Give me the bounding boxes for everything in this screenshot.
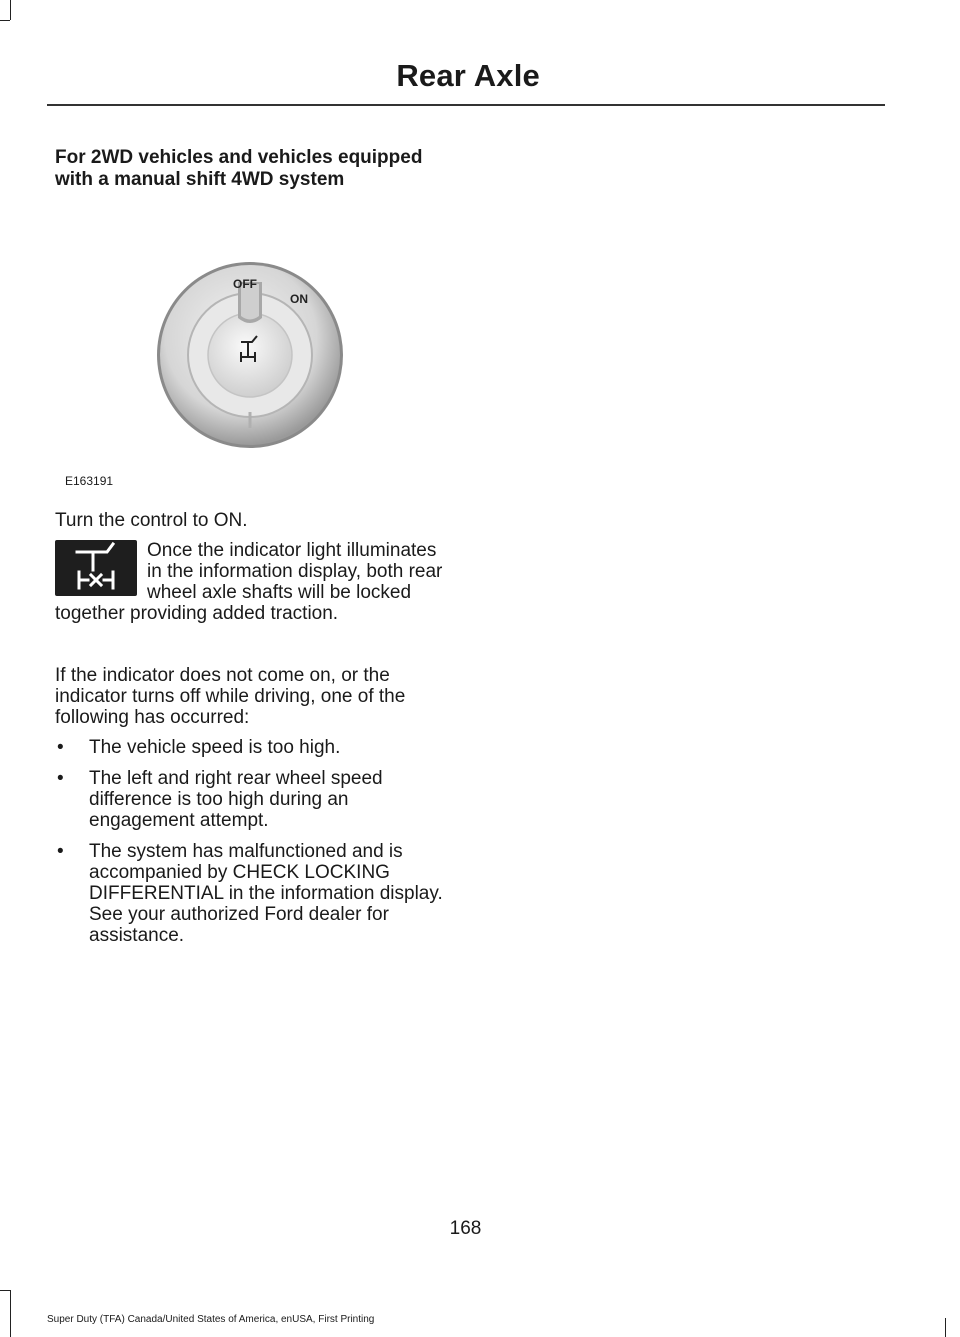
page-title: Rear Axle (396, 58, 540, 93)
page-number: 168 (449, 1218, 482, 1239)
crop-mark (0, 1290, 10, 1291)
condition-paragraph: If the indicator does not come on, or the indicator turns off while driving, one of the following has occurred: (55, 665, 406, 728)
instruction-paragraph: Turn the control to ON. (55, 510, 248, 531)
crop-mark (0, 20, 10, 21)
condition-list (55, 737, 450, 956)
section-heading: For 2WD vehicles and vehicles equipped with a manual shift 4WD system (55, 147, 423, 190)
control-knob-illustration (55, 250, 450, 490)
bullet-icon: • (57, 768, 64, 789)
figure-id: E163191 (65, 474, 114, 488)
crop-mark (10, 1290, 11, 1337)
list-item-text: The system has malfunctioned and is accompanied by CHECK LOCKING DIFFERENTIAL in the information display. See your authorized Ford dealer for assistance. (89, 841, 443, 946)
publication-footer: Super Duty (TFA) Canada/United States of America, enUSA, First Printing (47, 1314, 375, 1325)
bullet-icon: • (57, 841, 64, 862)
control-knob-figure (55, 250, 450, 490)
list-item (55, 768, 450, 831)
title-divider (47, 104, 885, 106)
crop-mark (10, 0, 11, 20)
off-position-label: OFF (233, 277, 257, 291)
bullet-icon: • (57, 737, 64, 758)
list-item-text: The vehicle speed is too high. (89, 737, 341, 758)
list-item-text: The left and right rear wheel speed difference is too high during an engagement attempt. (89, 768, 383, 831)
indicator-paragraph-text: Once the indicator light illuminates in the information display, both rear wheel axle shafts will be locked together providing added traction. (55, 540, 443, 624)
crop-mark (945, 1318, 946, 1337)
list-item (55, 841, 450, 946)
on-position-label: ON (290, 292, 308, 306)
list-item (55, 737, 450, 758)
indicator-paragraph (55, 540, 450, 624)
